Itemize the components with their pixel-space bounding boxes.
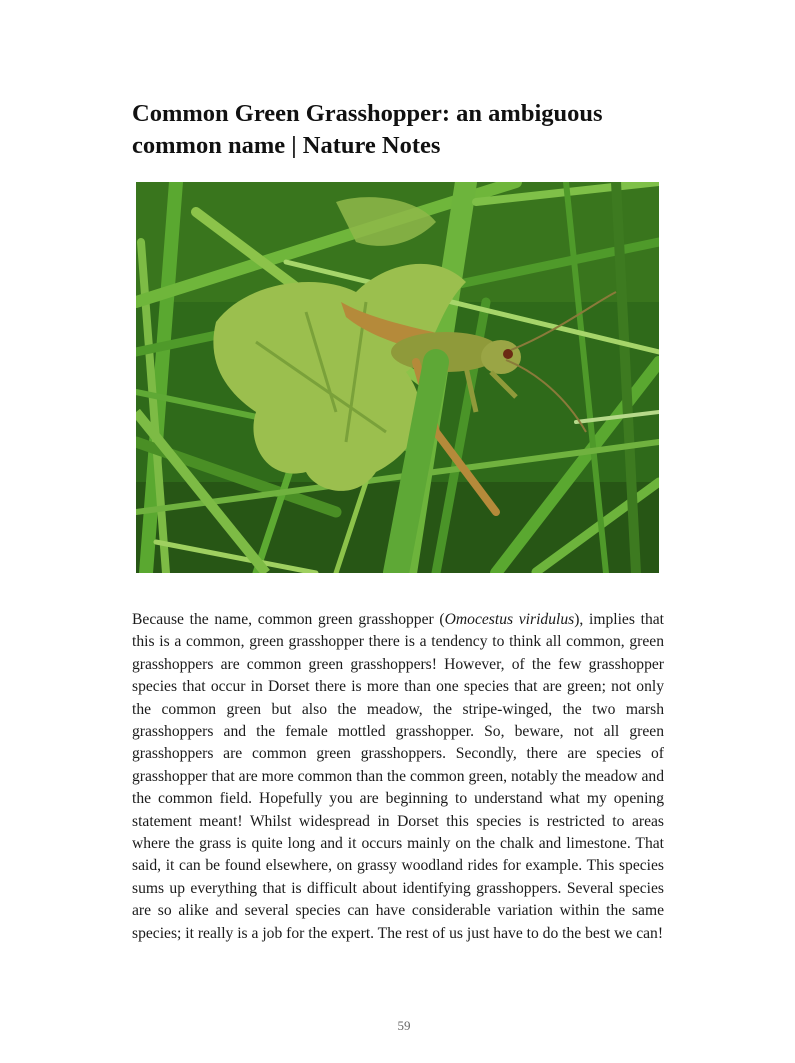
page-number: 59: [397, 1018, 411, 1033]
grasshopper-photo: [136, 182, 659, 573]
page-title: Common Green Grasshopper: an ambiguous common name | Nature Notes: [132, 100, 603, 159]
article-paragraph: [132, 609, 664, 945]
grasshopper-photo-icon: [136, 182, 659, 573]
paragraph-text-start: Because the name, common green grasshopper (: [132, 611, 445, 628]
paragraph-text-rest: ), implies that this is a common, green grasshopper there is a tendency to think all common, green grasshoppers are common green grasshoppers! However, of the few grasshopper species that occur in Dorset there is more than one species that are green; not only the common green but also the meadow, the stripe-winged, the two marsh grasshoppers and the female mottled grasshopper. So, beware, not all green grasshoppers are common green grasshoppers. Secondly, there are species of grasshopper that are more common than the common green, notably the meadow and the common field. Hopefully you are beginning to understand what my opening statement meant! Whilst widespread in Dorset this species is restricted to areas where the grass is quite long and it occurs mainly on the chalk and limestone. That said, it can be found elsewhere, on grassy woodland rides for example. This species sums up everything that is difficult about identifying grasshoppers. Several species are so alike and several species can have considerable variation within the same species; it really is a job for the expert. The rest of us just have to do the best we can!: [132, 611, 664, 942]
species-name: Omocestus viridulus: [444, 611, 575, 628]
